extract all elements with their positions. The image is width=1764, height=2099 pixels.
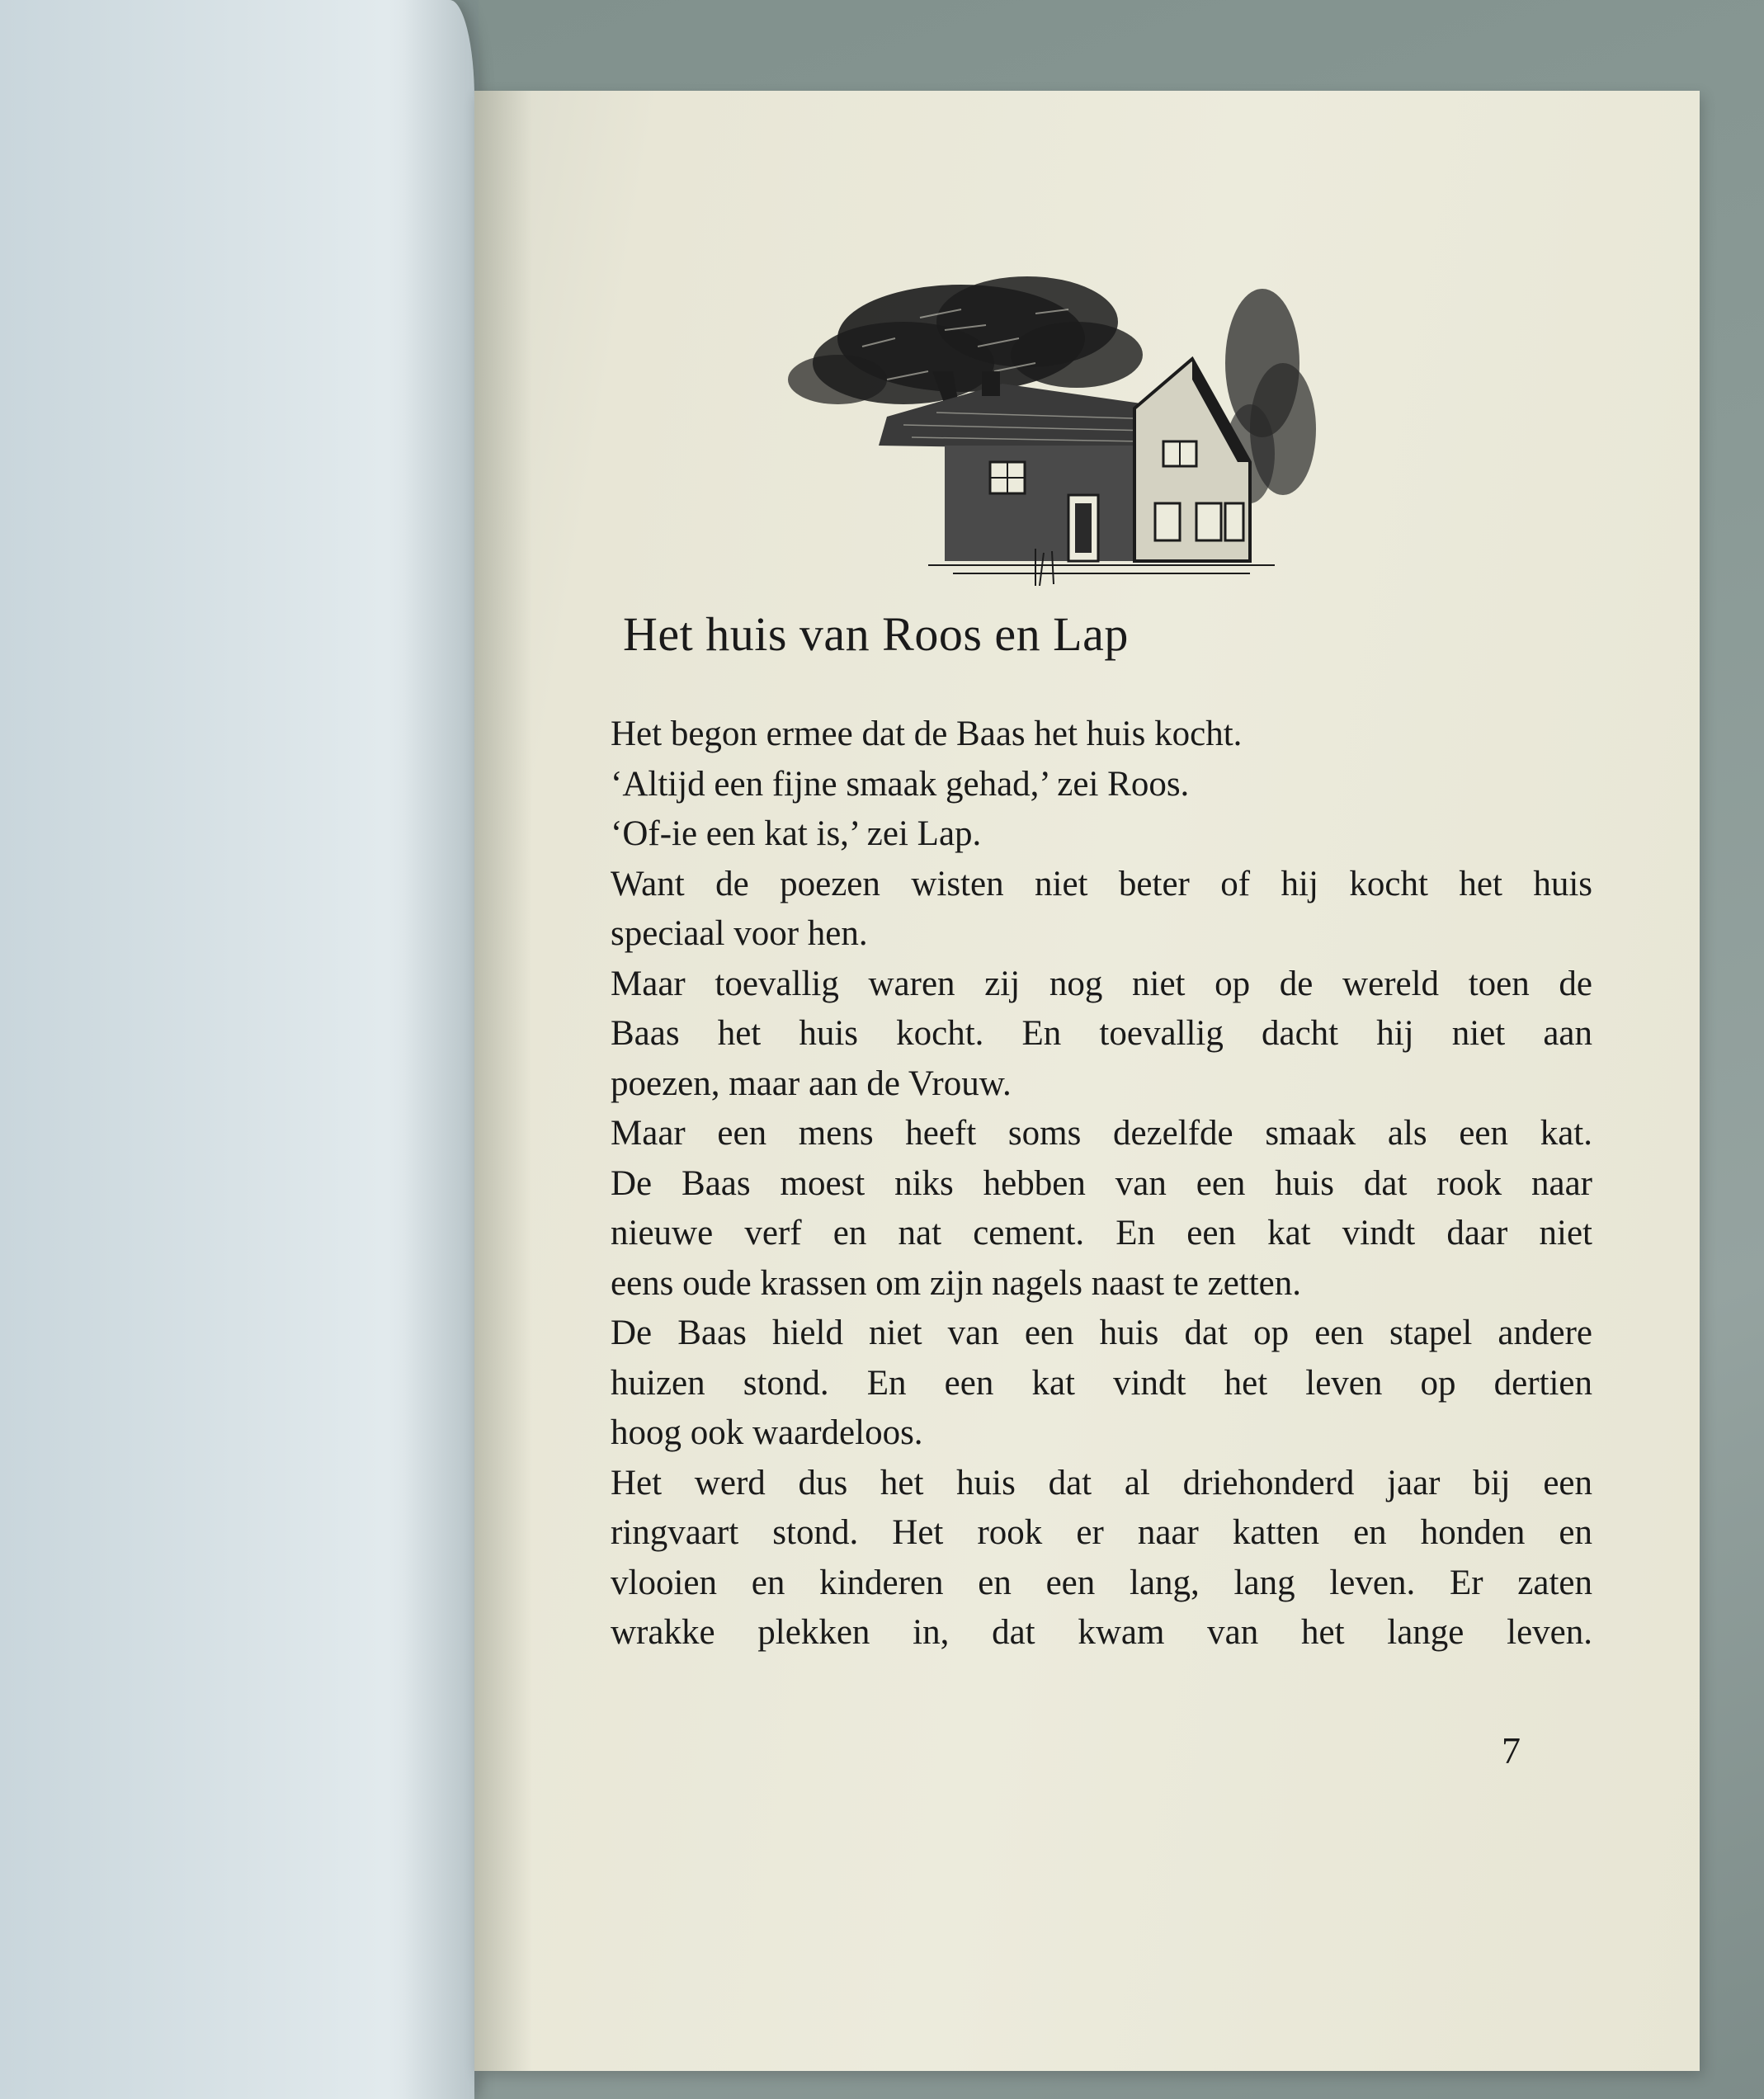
text-line: Het werd dus het huis dat al driehonderd jaar bij een	[611, 1463, 1592, 1502]
text-line: speciaal voor hen.	[611, 914, 868, 953]
text-line: hoog ook waardeloos.	[611, 1413, 923, 1452]
text-line: vlooien en kinderen en een lang, lang leven. Er zaten	[611, 1563, 1592, 1602]
text-line: poezen, maar aan de Vrouw.	[611, 1064, 1012, 1103]
text-line: ringvaart stond. Het rook er naar katten en honden en	[611, 1513, 1592, 1552]
chapter-body-text	[611, 710, 1592, 1658]
text-line: huizen stond. En een kat vindt het leven op dertien	[611, 1363, 1592, 1403]
text-line: Want de poezen wisten niet beter of hij kocht het huis	[611, 864, 1592, 903]
text-line: eens oude krassen om zijn nagels naast te zetten.	[611, 1263, 1302, 1303]
book-page-right	[474, 91, 1700, 2071]
house-with-trees-illustration	[788, 239, 1365, 586]
text-line: nieuwe verf en nat cement. En een kat vindt daar niet	[611, 1214, 1592, 1252]
text-line: ‘Altijd een fijne smaak gehad,’ zei Roos.	[611, 764, 1190, 804]
text-line: De Baas hield niet van een huis dat op een stapel andere	[611, 1314, 1592, 1352]
text-line: Baas het huis kocht. En toevallig dacht hij niet aan	[611, 1014, 1592, 1053]
text-line: Het begon ermee dat de Baas het huis kocht.	[611, 715, 1243, 753]
page-gutter-shadow	[474, 91, 532, 2071]
page-curve-shadow	[388, 0, 479, 2099]
text-line: wrakke plekken in, dat kwam van het lange leven.	[611, 1613, 1592, 1652]
text-line: De Baas moest niks hebben van een huis dat rook naar	[611, 1163, 1592, 1203]
text-line: ‘Of-ie een kat is,’ zei Lap.	[611, 814, 982, 853]
page-number: 7	[1502, 1729, 1521, 1771]
text-line: Maar toevallig waren zij nog niet op de wereld toen de	[611, 964, 1592, 1003]
chapter-title: Het huis van Roos en Lap	[623, 607, 1129, 661]
text-line: Maar een mens heeft soms dezelfde smaak als een kat.	[611, 1114, 1592, 1153]
